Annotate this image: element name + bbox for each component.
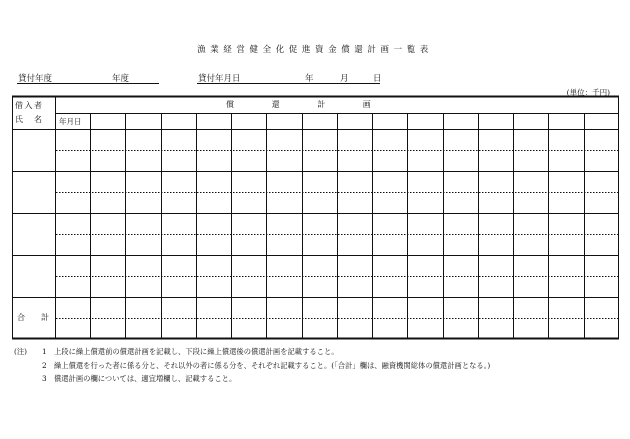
notes-section — [14, 345, 490, 386]
document-title: 漁業経営健全化促進資金償還計画一覧表 — [197, 45, 433, 55]
loan-date-label: 貸付年月日 — [198, 74, 241, 84]
loan-date-year: 年 — [305, 74, 314, 84]
note-number: 1 — [42, 347, 47, 356]
note-number: 3 — [42, 374, 47, 383]
note-text: 上段に繰上償還前の償還計画を記載し、下段に繰上償還後の償還計画を記載すること。 — [54, 347, 339, 356]
note-mark: (注) — [14, 347, 27, 356]
loan-year-suffix: 年度 — [112, 74, 130, 84]
total-label: 合 計 — [17, 313, 49, 322]
borrower-name-header: 借入者 氏 名 — [15, 101, 44, 124]
repayment-plan-header: 償 還 計 画 — [226, 100, 375, 109]
note-item — [14, 345, 490, 359]
note-text: 償還計画の欄については、適宜増欄し、記載すること。 — [54, 374, 237, 383]
unit-label: (単位：千円) — [566, 88, 610, 97]
note-item — [14, 359, 490, 373]
note-item — [14, 372, 490, 386]
loan-date-day: 日 — [373, 74, 382, 84]
note-text: 繰上償還を行った者に係る分と、それ以外の者に係る分を、それぞれ記載すること。(「合計」欄は、融資機関総体の償還計画となる。) — [54, 360, 491, 370]
date-header: 年月日 — [59, 117, 82, 126]
loan-year-label: 貸付年度 — [18, 74, 53, 84]
loan-date-month: 月 — [340, 74, 349, 84]
note-number: 2 — [42, 360, 47, 370]
